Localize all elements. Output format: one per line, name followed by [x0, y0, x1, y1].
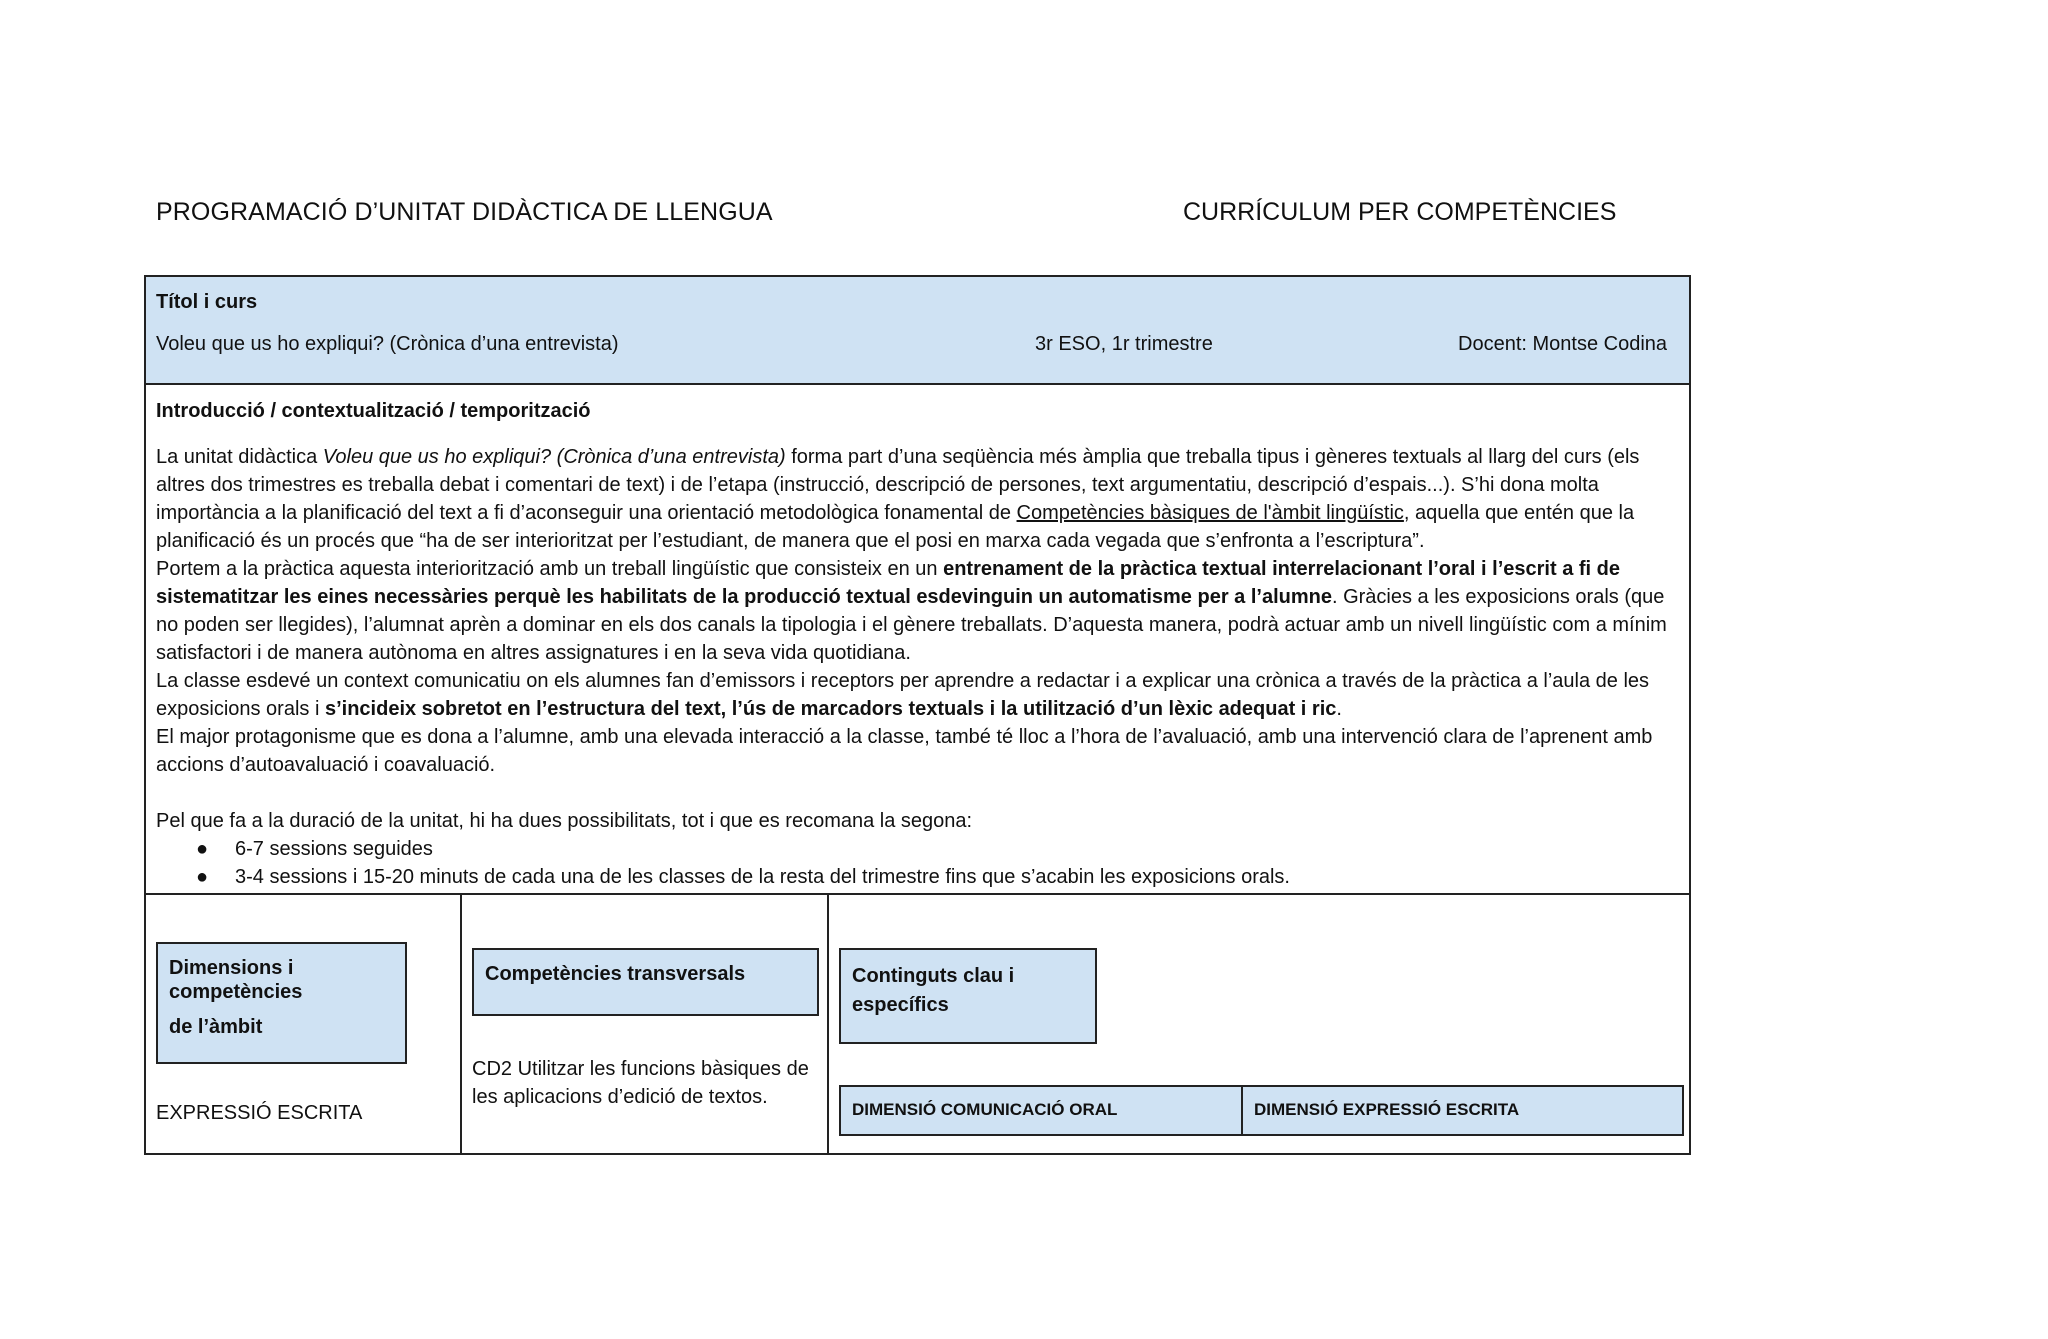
intro-section: [146, 385, 1689, 895]
contents-header-box: [839, 948, 1097, 1044]
duration-option-2: 3-4 sessions i 15-20 minuts de cada una de les classes de la resta del trimestre fins que s’acabin les exposicions orals.: [235, 866, 1290, 888]
page-title: PROGRAMACIÓ D’UNITAT DIDÀCTICA DE LLENGUA: [156, 198, 773, 226]
title-section: [146, 277, 1689, 385]
transversal-competencies-column: [462, 895, 829, 1153]
intro-paragraph-1: [156, 443, 1679, 555]
dimensions-box-line2: competències: [169, 981, 303, 1003]
intro-p1-text-b: forma part d’una seqüència més àmplia que treballa tipus i gèneres textuals al llarg del curs (els altres dos trimestres es treballa debat i comentari de text) i de l’etapa (instrucció, descripció de persones, text argumentatiu, descripció d’espais...). S’hi dona molta importància a la planificació del text a fi d’aconseguir una orientació metodològica fonamental de: [156, 446, 1640, 524]
intro-p1-italic-title: Voleu que us ho expliqui? (Crònica d’una entrevista): [322, 446, 786, 468]
intro-p2-text-b: . Gràcies a les exposicions orals (que no poden ser llegides), l’alumnat aprèn a dominar en els dos canals la tipologia i el gènere treballats. D’aquesta manera, podrà actuar amb un nivell lingüístic com a mínim satisfactori i de manera autònoma en altres assignatures i en la seva vida quotidiana.: [156, 586, 1667, 664]
dimensions-column: [146, 895, 462, 1153]
course-value: 3r ESO, 1r trimestre: [1035, 333, 1213, 355]
intro-p3-bold: s’incideix sobretot en l’estructura del text, l’ús de marcadors textuals i la utilització d’un lèxic adequat i ric: [324, 698, 1337, 720]
list-item: [156, 835, 1679, 863]
intro-p2-text-a: Portem a la pràctica aquesta interiorització amb un treball lingüístic que consisteix en un: [156, 558, 944, 580]
contents-box-line2: específics: [852, 994, 949, 1016]
intro-p3-text-a: La classe esdevé un context comunicatiu on els alumnes fan d’emissors i receptors per aprendre a redactar i a explicar una crònica a través de la pràctica a l’aula de les exposicions orals i: [156, 670, 1650, 720]
programming-table: [144, 275, 1691, 1155]
contents-column: [829, 895, 1689, 1153]
bullet-icon: ●: [196, 866, 209, 888]
teacher-value: Docent: Montse Codina: [1458, 333, 1668, 355]
dimensions-subtable: [839, 1085, 1684, 1136]
unit-title: Voleu que us ho expliqui? (Crònica d’una entrevista): [156, 333, 619, 355]
competencies-header-box: Competències transversals: [472, 948, 819, 1016]
intro-p2-bold: entrenament de la pràctica textual interrelacionant l’oral i l’escrit a fi de sistematitzar les eines necessàries perquè les habilitats de la producció textual esdevinguin un automatisme per a l’alumne: [156, 558, 1620, 608]
dimensions-header-box: [156, 942, 407, 1064]
dimension-oral-header: DIMENSIÓ COMUNICACIÓ ORAL: [841, 1087, 1243, 1134]
competency-cd2: CD2 Utilitzar les funcions bàsiques de les aplicacions d’edició de textos.: [472, 1058, 809, 1108]
intro-paragraph-3: [156, 667, 1679, 723]
duration-option-1: 6-7 sessions seguides: [235, 838, 433, 860]
title-label: Títol i curs: [156, 291, 258, 313]
contents-box-line1: Continguts clau i: [852, 965, 1015, 987]
intro-p3-text-b: .: [1336, 698, 1342, 720]
intro-paragraph-4: El major protagonisme que es dona a l’alumne, amb una elevada interacció a la classe, també té lloc a l’hora de l’avaluació, amb una intervenció clara de l’aprenent amb accions d’autoavaluació i coavaluació.: [156, 726, 1653, 776]
intro-label: Introducció / contextualització / temporització: [156, 400, 591, 422]
dimension-written-header: DIMENSIÓ EXPRESSIÓ ESCRITA: [1254, 1100, 1520, 1119]
bullet-icon: ●: [196, 838, 209, 860]
list-item: [156, 863, 1679, 891]
duration-list: [156, 835, 1679, 891]
duration-intro: Pel que fa a la duració de la unitat, hi ha dues possibilitats, tot i que es recomana la segona:: [156, 810, 973, 832]
curriculum-title: CURRÍCULUM PER COMPETÈNCIES: [1183, 198, 1617, 226]
competencies-grid: [146, 895, 1689, 1153]
intro-p1-text-a: La unitat didàctica: [156, 446, 323, 468]
intro-paragraph-2: [156, 555, 1679, 667]
intro-p1-text-c: , aquella que entén que la planificació és un procés que “ha de ser interioritzat per l’estudiant, de manera que el posi en marxa cada vegada que s’enfronta a l’escriptura”.: [156, 502, 1635, 552]
competencies-link[interactable]: Competències bàsiques de l'àmbit lingüístic: [1016, 502, 1404, 524]
dimension-value: EXPRESSIÓ ESCRITA: [156, 1102, 363, 1124]
dimensions-box-line3: de l’àmbit: [169, 1016, 263, 1038]
dimensions-box-line1: Dimensions i: [169, 957, 294, 979]
